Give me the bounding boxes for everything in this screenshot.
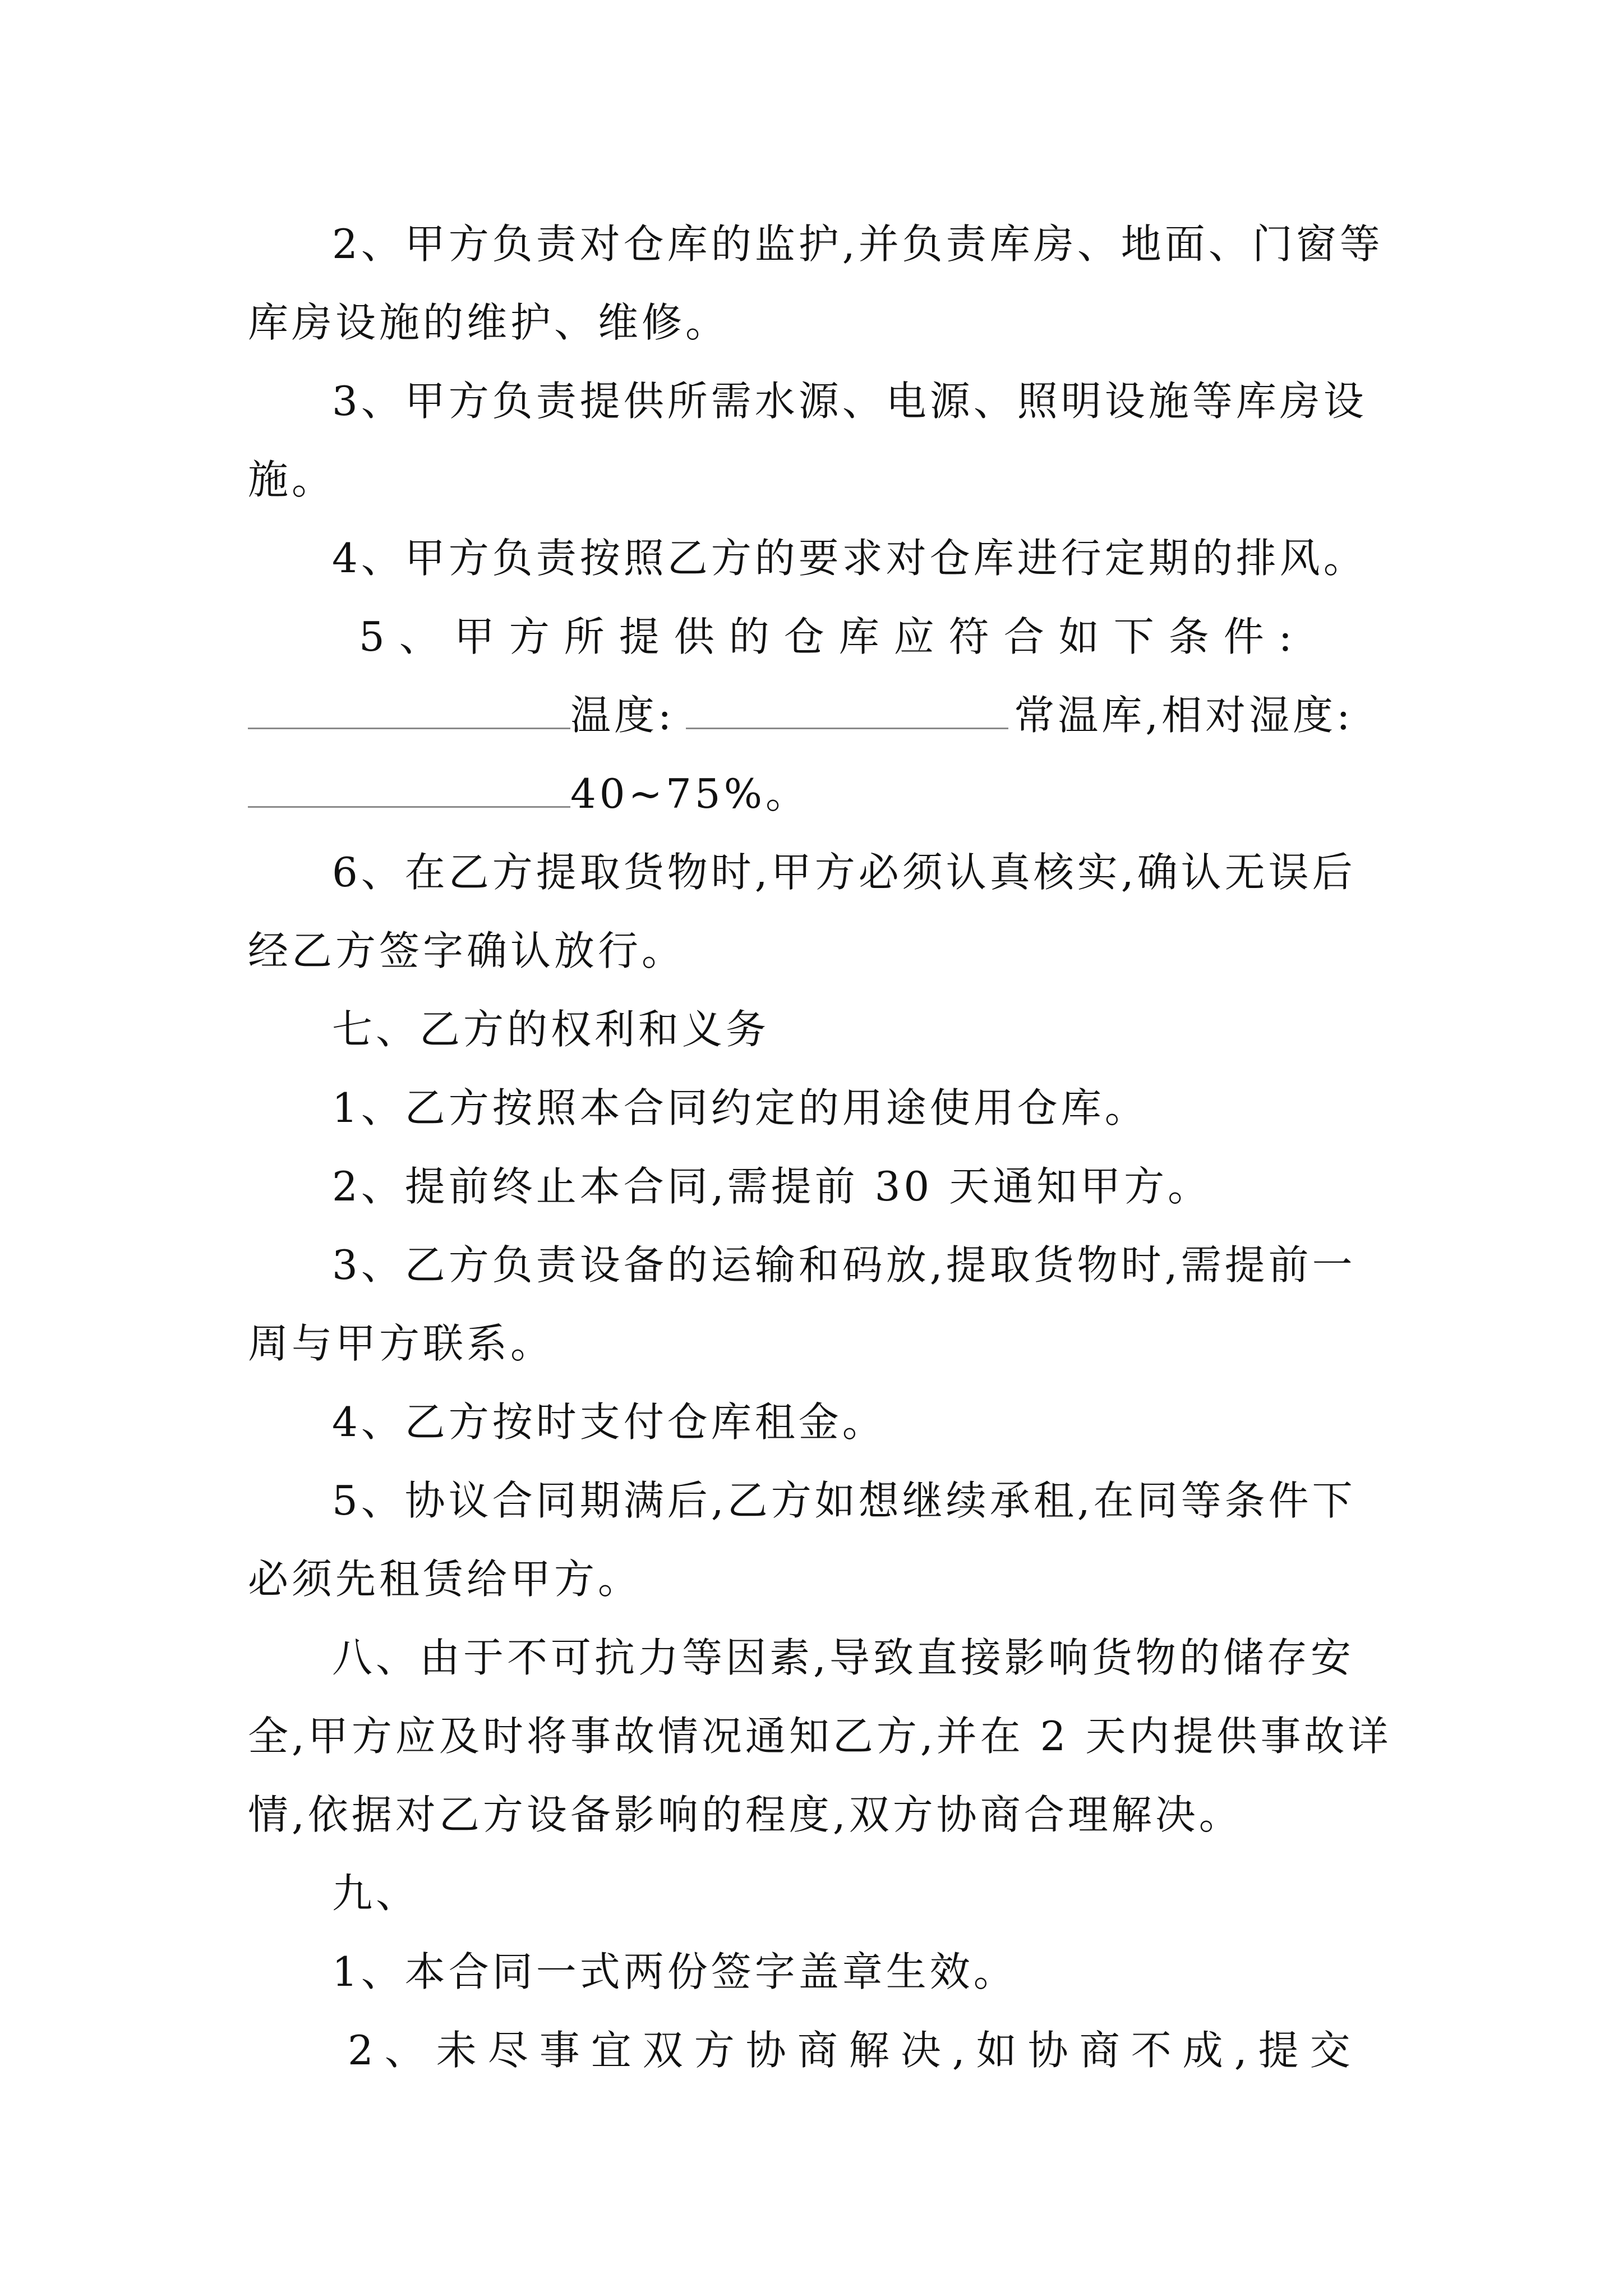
conditions-heading <box>359 597 1375 676</box>
temperature-label: 温度: <box>570 692 675 739</box>
conditions-line <box>248 676 1375 754</box>
paragraph-line: 2、甲方负责对仓库的监护,并负责库房、地面、门窗等 <box>332 220 1384 268</box>
paragraph-line: 周与甲方联系。 <box>248 1320 555 1367</box>
paragraph-line: 3、甲方负责提供所需水源、电源、照明设施等库房设 <box>332 378 1367 425</box>
paragraph-line: 情,依据对乙方设备影响的程度,双方协商合理解决。 <box>248 1791 1243 1838</box>
humidity-value: 40~75%。 <box>570 770 809 817</box>
paragraph-line: 必须先租赁给甲方。 <box>248 1556 642 1603</box>
paragraph-line <box>348 2011 1375 2090</box>
paragraph-line: 4、乙方按时支付仓库租金。 <box>332 1398 886 1446</box>
blank-field <box>248 695 570 729</box>
section-heading: 八、由于不可抗力等因素,导致直接影响货物的储存安 <box>332 1634 1354 1681</box>
blank-field <box>248 774 570 808</box>
conditions-heading-text: 5、甲方所提供的仓库应符合如下条件: <box>359 613 1307 660</box>
paragraph-line: 3、乙方负责设备的运输和码放,提取货物时,需提前一 <box>332 1241 1356 1289</box>
paragraph-line: 1、乙方按照本合同约定的用途使用仓库。 <box>332 1084 1149 1131</box>
paragraph-line: 1、本合同一式两份签字盖章生效。 <box>332 1948 1017 1995</box>
paragraph-line: 经乙方签字确认放行。 <box>248 927 686 974</box>
closing-line-text: 2、未尽事宜双方协商解决,如协商不成,提交 <box>348 2027 1362 2074</box>
section-heading: 七、乙方的权利和义务 <box>332 1006 770 1053</box>
paragraph-line: 库房设施的维护、维修。 <box>248 299 730 346</box>
temperature-value: 常温库,相对湿度: <box>1014 692 1354 739</box>
paragraph-line: 6、在乙方提取货物时,甲方必须认真核实,确认无误后 <box>332 849 1356 896</box>
humidity-line <box>248 754 1375 833</box>
paragraph-line: 5、协议合同期满后,乙方如想继续承租,在同等条件下 <box>332 1477 1356 1524</box>
blank-field <box>686 695 1008 729</box>
paragraph-line: 施。 <box>248 456 336 503</box>
paragraph-line: 全,甲方应及时将事故情况通知乙方,并在 2 天内提供事故详 <box>248 1713 1392 1760</box>
section-heading: 九、 <box>332 1870 420 1917</box>
paragraph-line: 4、甲方负责按照乙方的要求对仓库进行定期的排风。 <box>332 535 1367 582</box>
paragraph-line: 2、提前终止本合同,需提前 30 天通知甲方。 <box>332 1163 1212 1210</box>
